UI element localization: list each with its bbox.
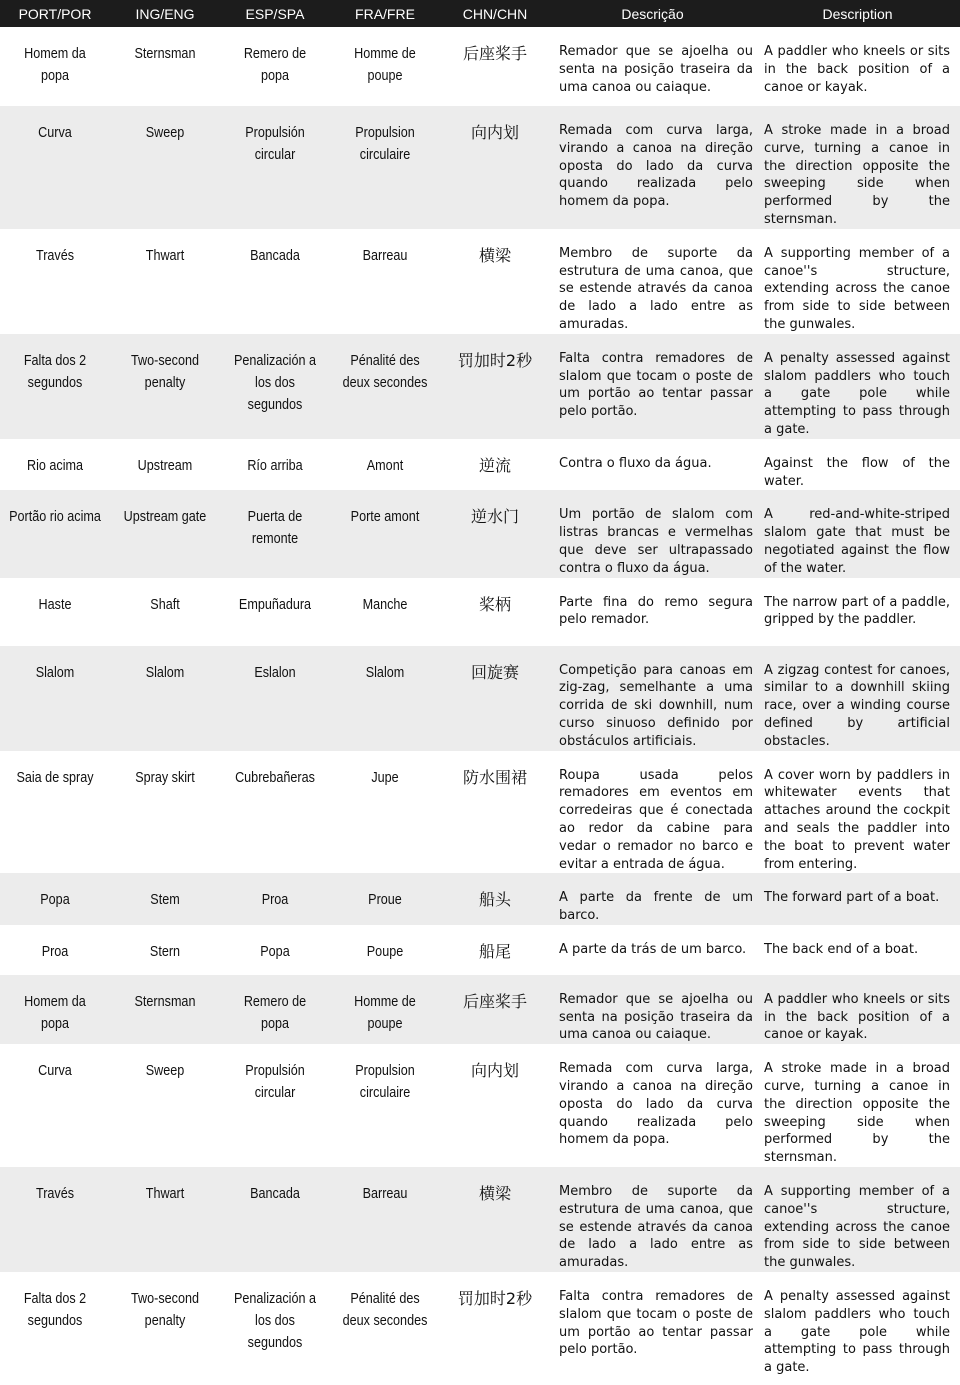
description-en: A red-and-white-striped slalom gate that must be negotiated against the flow of the water. — [764, 507, 950, 576]
table-cell — [0, 646, 110, 751]
table-cell — [330, 873, 440, 925]
term-spa: Río arriba — [247, 456, 303, 474]
table-cell — [110, 873, 220, 925]
table-cell — [330, 975, 440, 1044]
table-cell — [550, 334, 755, 439]
table-cell — [330, 1272, 440, 1385]
term-spa: Cubrebañeras — [235, 768, 315, 786]
table-cell — [220, 646, 330, 751]
table-cell — [440, 975, 550, 1044]
term-por: Portão rio acima — [9, 508, 101, 526]
term-chn: 向内划 — [470, 123, 519, 142]
table-row — [0, 1272, 960, 1385]
table-cell — [330, 578, 440, 646]
description-pt: Remador que se ajoelha ou senta na posição traseira da uma canoa ou caiaque. — [559, 991, 753, 1043]
term-chn: 横梁 — [478, 1184, 511, 1204]
term-eng: Upstream gate — [123, 508, 207, 526]
term-chn: 后座桨手 — [462, 991, 527, 1011]
table-cell — [550, 751, 755, 874]
term-chn: 回旋赛 — [470, 662, 519, 682]
description-en: A stroke made in a broad curve, turning a canoe in the direction opposite the sweeping side when performed by the sternsman. — [764, 123, 950, 227]
description-pt: Remador que se ajoelha ou senta na posição traseira da uma canoa ou caiaque. — [559, 44, 753, 95]
header-chn: CHN/CHN — [440, 0, 550, 27]
header-row — [0, 0, 960, 27]
description-en: Against the flow of the water. — [764, 455, 950, 489]
table-cell — [440, 334, 550, 439]
table-cell — [330, 439, 440, 491]
description-pt: Roupa usada pelos remadores em eventos em corredeiras que é conectada ao redor da cabine para vedar o remador no barco e evitar a entrada de água. — [559, 767, 753, 872]
table-cell — [440, 646, 550, 751]
table-cell — [110, 646, 220, 751]
term-spa: Popa — [260, 942, 290, 960]
term-por: Curva — [38, 124, 72, 141]
description-en: A stroke made in a broad curve, turning a canoe in the direction opposite the sweeping side when performed by the sternsman. — [764, 1061, 950, 1166]
term-fra: Amont — [366, 456, 404, 474]
table-cell — [440, 578, 550, 646]
term-chn: 横梁 — [478, 245, 511, 265]
term-por: Haste — [38, 595, 72, 613]
table-cell — [755, 490, 960, 577]
table-cell — [0, 578, 110, 646]
table-cell — [550, 27, 755, 106]
table-cell — [0, 27, 110, 106]
table-cell — [110, 1167, 220, 1272]
table-cell — [110, 106, 220, 229]
term-eng: Thwart — [145, 1185, 185, 1203]
table-cell — [755, 975, 960, 1044]
table-cell — [550, 1167, 755, 1272]
table-row — [0, 646, 960, 751]
term-eng: Sweep — [145, 124, 185, 141]
table-row — [0, 334, 960, 439]
term-eng: Upstream — [137, 456, 193, 474]
term-chn: 罚加时2秒 — [457, 350, 533, 370]
term-por: Homem da popa — [24, 992, 86, 1032]
term-eng: Stem — [150, 891, 180, 909]
table-cell — [220, 925, 330, 975]
table-cell — [440, 106, 550, 229]
description-pt: Membro de suporte da estrutura de uma canoa, que se estende através da canoa de lado a lado entre as amuradas. — [559, 245, 753, 332]
term-eng: Shaft — [150, 595, 180, 613]
description-en: A penalty assessed against slalom paddlers who touch a gate pole while attempting to pass through a gate. — [764, 1289, 950, 1376]
term-spa: Eslalon — [254, 663, 296, 681]
header-descricao: Descrição — [550, 0, 755, 27]
table-cell — [755, 334, 960, 439]
description-en: A cover worn by paddlers in whitewater events that attaches around the cockpit and seals the paddler into the boat to prevent water from entering. — [764, 767, 950, 872]
table-cell — [330, 646, 440, 751]
table-cell — [330, 334, 440, 439]
table-cell — [110, 1044, 220, 1167]
description-en: A supporting member of a canoe''s structure, extending across the canoe from side to side between the gunwales. — [764, 1184, 950, 1271]
term-fra: Poupe — [366, 942, 404, 960]
table-cell — [440, 1272, 550, 1385]
term-chn: 逆流 — [478, 455, 511, 475]
table-cell — [330, 106, 440, 229]
table-cell — [440, 751, 550, 874]
table-cell — [220, 1167, 330, 1272]
table-row — [0, 925, 960, 975]
header-spa: ESP/SPA — [220, 0, 330, 27]
table-row — [0, 490, 960, 577]
term-spa: Proa — [261, 891, 289, 909]
table-cell — [110, 490, 220, 577]
table-cell — [440, 1044, 550, 1167]
table-cell — [110, 925, 220, 975]
term-spa: Empuñadura — [238, 595, 312, 613]
table-cell — [550, 229, 755, 334]
term-fra: Porte amont — [350, 508, 420, 526]
term-fra: Barreau — [362, 1185, 408, 1203]
description-en: The forward part of a boat. — [764, 890, 940, 906]
term-chn: 罚加时2秒 — [457, 1289, 533, 1309]
description-pt: Contra o fluxo da água. — [559, 455, 712, 471]
table-cell — [220, 578, 330, 646]
term-por: Falta dos 2 segundos — [23, 1290, 87, 1330]
term-spa: Puerta de remonte — [247, 508, 303, 548]
table-cell — [0, 229, 110, 334]
header-por: PORT/POR — [0, 0, 110, 27]
table-cell — [755, 27, 960, 106]
description-en: The back end of a boat. — [764, 941, 919, 957]
table-cell — [550, 873, 755, 925]
term-fra: Proue — [368, 891, 402, 909]
table-cell — [110, 229, 220, 334]
table-cell — [755, 578, 960, 646]
term-por: Slalom — [35, 663, 75, 681]
term-spa: Propulsión circular — [245, 124, 305, 163]
table-row — [0, 106, 960, 229]
table-cell — [440, 439, 550, 491]
table-cell — [550, 1272, 755, 1385]
term-eng: Two-second penalty — [131, 1290, 199, 1330]
term-chn: 向内划 — [470, 1061, 519, 1081]
table-cell — [440, 1167, 550, 1272]
description-pt: Parte fina do remo segura pelo remador. — [559, 594, 753, 628]
description-pt: Falta contra remadores de slalom que tocam o poste de um portão ao tentar passar pelo portão. — [559, 350, 753, 420]
table-cell — [755, 1272, 960, 1385]
table-cell — [0, 106, 110, 229]
description-pt: Falta contra remadores de slalom que tocam o poste de um portão ao tentar passar pelo portão. — [559, 1289, 753, 1358]
description-en: A supporting member of a canoe''s structure, extending across the canoe from side to side between the gunwales. — [764, 245, 950, 332]
term-por: Proa — [41, 942, 69, 960]
term-eng: Sternsman — [134, 45, 196, 62]
table-cell — [0, 334, 110, 439]
term-por: Homem da popa — [24, 45, 86, 84]
table-cell — [330, 925, 440, 975]
table-cell — [550, 439, 755, 491]
table-cell — [0, 490, 110, 577]
table-cell — [110, 334, 220, 439]
table-cell — [0, 1272, 110, 1385]
table-cell — [550, 975, 755, 1044]
table-cell — [550, 646, 755, 751]
table-cell — [330, 751, 440, 874]
table-cell — [550, 925, 755, 975]
term-fra: Homme de poupe — [354, 45, 416, 84]
table-cell — [110, 975, 220, 1044]
table-cell — [220, 751, 330, 874]
term-chn: 后座桨手 — [462, 44, 527, 63]
table-cell — [0, 751, 110, 874]
term-spa: Bancada — [250, 1185, 300, 1203]
table-cell — [110, 439, 220, 491]
term-spa: Remero de popa — [243, 45, 307, 84]
table-cell — [755, 1167, 960, 1272]
term-por: Través — [35, 1185, 75, 1203]
table-cell — [110, 751, 220, 874]
table-row — [0, 873, 960, 925]
table-cell — [440, 925, 550, 975]
table-cell — [440, 873, 550, 925]
term-por: Saia de spray — [16, 768, 94, 786]
table-cell — [755, 925, 960, 975]
table-cell — [440, 229, 550, 334]
table-cell — [330, 1167, 440, 1272]
table-row — [0, 975, 960, 1044]
table-cell — [220, 1272, 330, 1385]
term-fra: Pénalité des deux secondes — [342, 1290, 428, 1330]
term-fra: Pénalité des deux secondes — [342, 351, 428, 391]
table-cell — [755, 106, 960, 229]
table-cell — [0, 975, 110, 1044]
term-por: Través — [35, 246, 75, 264]
term-por: Rio acima — [26, 456, 84, 474]
description-pt: Remada com curva larga, virando a canoa na direção oposta do lado da curva quando realizada pelo homem da popa. — [559, 1061, 753, 1148]
table-cell — [110, 578, 220, 646]
term-eng: Two-second penalty — [131, 351, 199, 391]
term-fra: Manche — [362, 595, 408, 613]
term-eng: Slalom — [145, 663, 185, 681]
table-cell — [440, 490, 550, 577]
table-cell — [220, 229, 330, 334]
table-cell — [220, 1044, 330, 1167]
term-spa: Bancada — [250, 246, 300, 264]
table-cell — [0, 439, 110, 491]
term-fra: Propulsion circulaire — [355, 1062, 415, 1102]
table-cell — [220, 106, 330, 229]
table-cell — [755, 229, 960, 334]
term-fra: Propulsion circulaire — [355, 124, 415, 163]
header-fra: FRA/FRE — [330, 0, 440, 27]
description-pt: A parte da trás de um barco. — [559, 941, 747, 957]
table-cell — [0, 925, 110, 975]
term-fra: Slalom — [365, 663, 405, 681]
description-en: A paddler who kneels or sits in the back position of a canoe or kayak. — [764, 44, 950, 95]
term-spa: Penalización a los dos segundos — [234, 1290, 316, 1352]
table-cell — [0, 1044, 110, 1167]
table-row — [0, 27, 960, 106]
table-row — [0, 578, 960, 646]
term-por: Falta dos 2 segundos — [23, 351, 87, 391]
description-pt: A parte da frente de um barco. — [559, 890, 753, 924]
table-row — [0, 439, 960, 491]
table-cell — [330, 27, 440, 106]
description-pt: Um portão de slalom com listras brancas e vermelhas que deve ser ultrapassado contra o fluxo da água. — [559, 507, 753, 576]
description-en: A zigzag contest for canoes, similar to a downhill skiing race, over a winding course defined by artificial obstacles. — [764, 662, 950, 749]
table-cell — [550, 106, 755, 229]
table-cell — [110, 1272, 220, 1385]
term-spa: Remero de popa — [243, 992, 307, 1032]
table-cell — [755, 873, 960, 925]
term-por: Curva — [38, 1062, 72, 1080]
table-cell — [550, 578, 755, 646]
table-cell — [755, 439, 960, 491]
table-cell — [755, 1044, 960, 1167]
term-fra: Jupe — [371, 768, 399, 786]
table-cell — [330, 229, 440, 334]
table-row — [0, 1044, 960, 1167]
table-row — [0, 751, 960, 874]
term-por: Popa — [40, 891, 70, 909]
term-spa: Penalización a los dos segundos — [234, 351, 316, 413]
table-cell — [0, 873, 110, 925]
description-pt: Remada com curva larga, virando a canoa na direção oposta do lado da curva quando realizada pelo homem da popa. — [559, 123, 753, 210]
term-fra: Homme de poupe — [354, 992, 416, 1032]
table-cell — [220, 27, 330, 106]
table-cell — [330, 490, 440, 577]
term-eng: Sweep — [145, 1062, 185, 1080]
table-cell — [220, 975, 330, 1044]
term-eng: Stern — [149, 942, 181, 960]
table-cell — [550, 1044, 755, 1167]
table-cell — [0, 1167, 110, 1272]
term-chn: 防水围裙 — [462, 767, 527, 787]
description-en: A penalty assessed against slalom paddlers who touch a gate pole while attempting to pass through a gate. — [764, 350, 950, 437]
table-cell — [220, 334, 330, 439]
table-cell — [220, 439, 330, 491]
header-eng: ING/ENG — [110, 0, 220, 27]
description-pt: Competição para canoas em zig-zag, semelhante a uma corrida de ski downhill, num curso sinuoso definido por obstáculos artificiais. — [559, 662, 753, 749]
term-spa: Propulsión circular — [245, 1062, 305, 1102]
table-row — [0, 229, 960, 334]
term-eng: Sternsman — [134, 992, 196, 1010]
term-chn: 逆水门 — [470, 507, 519, 527]
term-eng: Spray skirt — [135, 768, 195, 786]
term-chn: 船尾 — [478, 941, 511, 961]
table-cell — [220, 873, 330, 925]
table-cell — [330, 1044, 440, 1167]
table-row — [0, 1167, 960, 1272]
term-eng: Thwart — [145, 246, 185, 264]
term-fra: Barreau — [362, 246, 408, 264]
header-description: Description — [755, 0, 960, 27]
table-cell — [550, 490, 755, 577]
table-cell — [220, 490, 330, 577]
term-chn: 桨柄 — [478, 594, 511, 614]
table-cell — [110, 27, 220, 106]
description-en: The narrow part of a paddle, gripped by the paddler. — [764, 594, 950, 628]
table-cell — [755, 751, 960, 874]
table-cell — [755, 646, 960, 751]
term-chn: 船头 — [478, 890, 511, 910]
description-pt: Membro de suporte da estrutura de uma canoa, que se estende através da canoa de lado a lado entre as amuradas. — [559, 1184, 753, 1271]
description-en: A paddler who kneels or sits in the back position of a canoe or kayak. — [764, 991, 950, 1043]
table-cell — [440, 27, 550, 106]
